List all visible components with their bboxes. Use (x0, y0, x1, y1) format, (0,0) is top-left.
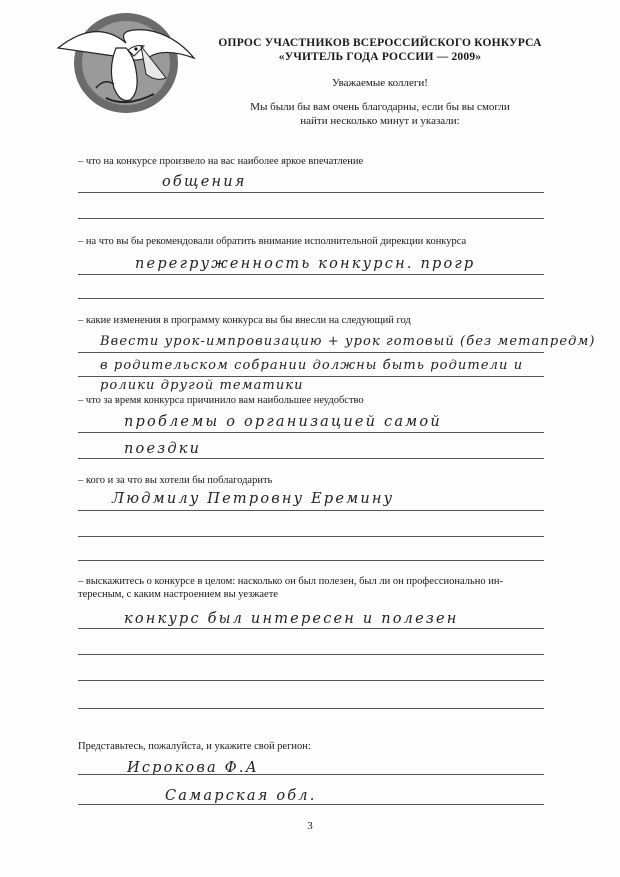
question-2-answer: перегруженность конкурсн. прогр (135, 256, 476, 272)
title-line-2: «УЧИТЕЛЬ ГОДА РОССИИ — 2009» (278, 51, 482, 63)
question-4-answer-line-1: проблемы о организацией самой (124, 414, 442, 430)
answer-line (78, 432, 544, 433)
question-6-label (78, 575, 568, 601)
question-4-label: – что за время конкурса причинило вам наибольшее неудобство (78, 395, 364, 406)
answer-line (78, 708, 544, 709)
answer-line (78, 192, 544, 193)
answer-line (78, 376, 544, 377)
question-3-answer-line-2: в родительском собрании должны быть родители и (100, 358, 524, 373)
answer-line (78, 298, 544, 299)
intro-line-2: найти несколько минут и указали: (300, 115, 460, 127)
question-6-label-line-1: – выскажитесь о конкурсе в целом: насколько он был полезен, был ли он профессионально ин- (78, 576, 503, 587)
answer-line (78, 352, 544, 353)
answer-line (78, 510, 544, 511)
intro-line-1: Мы были бы вам очень благодарны, если бы вы смогли (250, 101, 510, 113)
answer-line (78, 804, 544, 805)
pelican-emblem-icon (56, 8, 196, 118)
answer-line (78, 458, 544, 459)
question-6-answer: конкурс был интересен и полезен (124, 611, 459, 627)
answer-line (78, 774, 544, 775)
question-4-answer-line-2: поездки (124, 441, 202, 457)
respondent-name: Исрокова Ф.А (127, 760, 259, 776)
answer-line (78, 218, 544, 219)
greeting: Уважаемые коллеги! (332, 77, 428, 89)
answer-line (78, 536, 544, 537)
question-2-label: – на что вы бы рекомендовали обратить внимание исполнительной дирекции конкурса (78, 236, 467, 247)
survey-title (205, 36, 555, 64)
page-number: 3 (307, 820, 313, 832)
question-3-answer-line-1: Ввести урок-импровизацию + урок готовый (без метапредм) (100, 334, 596, 349)
question-5-label: – кого и за что вы хотели бы поблагодарить (78, 475, 273, 486)
question-1-label: – что на конкурсе произвело на вас наиболее яркое впечатление (78, 156, 364, 167)
question-3-answer-line-3: ролики другой тематики (100, 378, 304, 393)
question-3-label: – какие изменения в программу конкурса вы бы внесли на следующий год (78, 315, 411, 326)
answer-line (78, 560, 544, 561)
answer-line (78, 274, 544, 275)
region-label: Представьтесь, пожалуйста, и укажите свой регион: (78, 741, 311, 752)
question-6-label-line-2: тересным, с каким настроением вы уезжаете (78, 589, 278, 600)
intro-text (205, 100, 555, 128)
respondent-region: Самарская обл. (165, 788, 317, 804)
answer-line (78, 680, 544, 681)
answer-line (78, 654, 544, 655)
answer-line (78, 628, 544, 629)
title-line-1: ОПРОС УЧАСТНИКОВ ВСЕРОССИЙСКОГО КОНКУРСА (218, 37, 542, 49)
question-5-answer: Людмилу Петровну Еремину (112, 491, 395, 507)
question-1-answer: общения (162, 174, 247, 190)
